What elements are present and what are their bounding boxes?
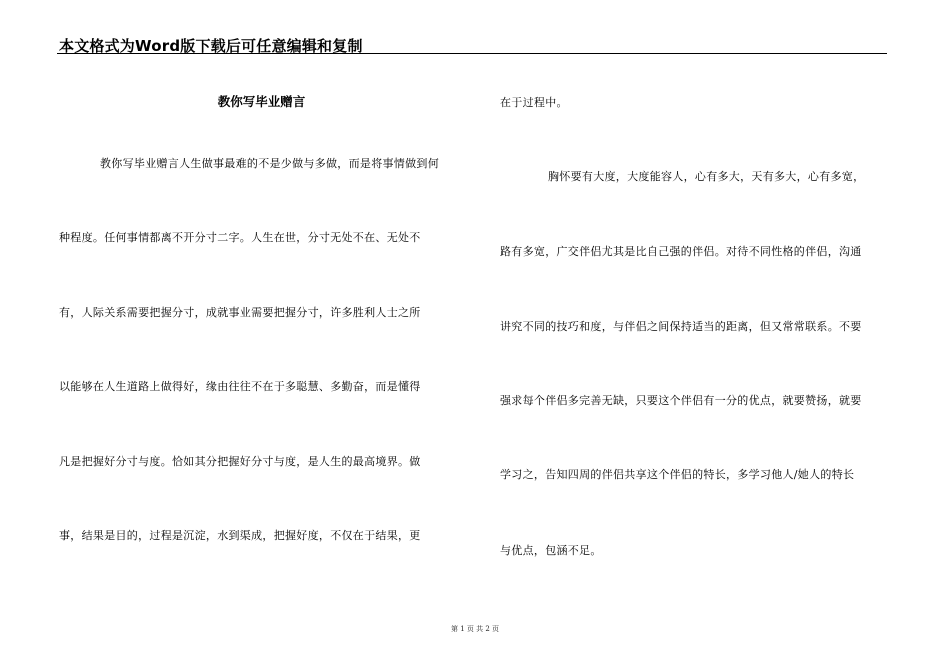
paragraph-line: 在于过程中。	[500, 96, 568, 109]
paragraph-line: 强求每个伴侣多完善无缺，只要这个伴侣有一分的优点，就要赞扬，就要	[500, 394, 862, 407]
paragraph-line: 事，结果是目的，过程是沉淀，水到渠成，把握好度，不仅在于结果，更	[59, 529, 421, 542]
paragraph-line: 与优点，包涵不足。	[500, 544, 602, 557]
paragraph-line: 讲究不同的技巧和度，与伴侣之间保持适当的距离，但又常常联系。不要	[500, 320, 862, 333]
article-title: 教你写毕业赠言	[217, 94, 306, 109]
paragraph-line: 种程度。任何事情都离不开分寸二字。人生在世，分寸无处不在、无处不	[59, 231, 421, 244]
paragraph-line: 教你写毕业赠言人生做事最难的不是少做与多做，而是将事情做到何	[100, 157, 439, 170]
paragraph-line: 凡是把握好分寸与度。恰如其分把握好分寸与度，是人生的最高境界。做	[59, 455, 421, 468]
header-divider	[57, 53, 887, 54]
paragraph-line: 学习之，告知四周的伴侣共享这个伴侣的特长，多学习他人/她人的特长	[500, 468, 855, 481]
paragraph-line: 以能够在人生道路上做得好，缘由往往不在于多聪慧、多勤奋，而是懂得	[59, 380, 421, 393]
document-header: 本文格式为Word版下载后可任意编辑和复制	[59, 37, 363, 55]
paragraph-line: 路有多宽，广交伴侣尤其是比自己强的伴侣。对待不同性格的伴侣，沟通	[500, 245, 862, 258]
paragraph-line: 胸怀要有大度，大度能容人，心有多大，天有多大，心有多宽，	[548, 170, 865, 183]
page-number: 第 1 页 共 2 页	[450, 625, 500, 633]
paragraph-line: 有，人际关系需要把握分寸，成就事业需要把握分寸，许多胜利人士之所	[59, 306, 421, 319]
